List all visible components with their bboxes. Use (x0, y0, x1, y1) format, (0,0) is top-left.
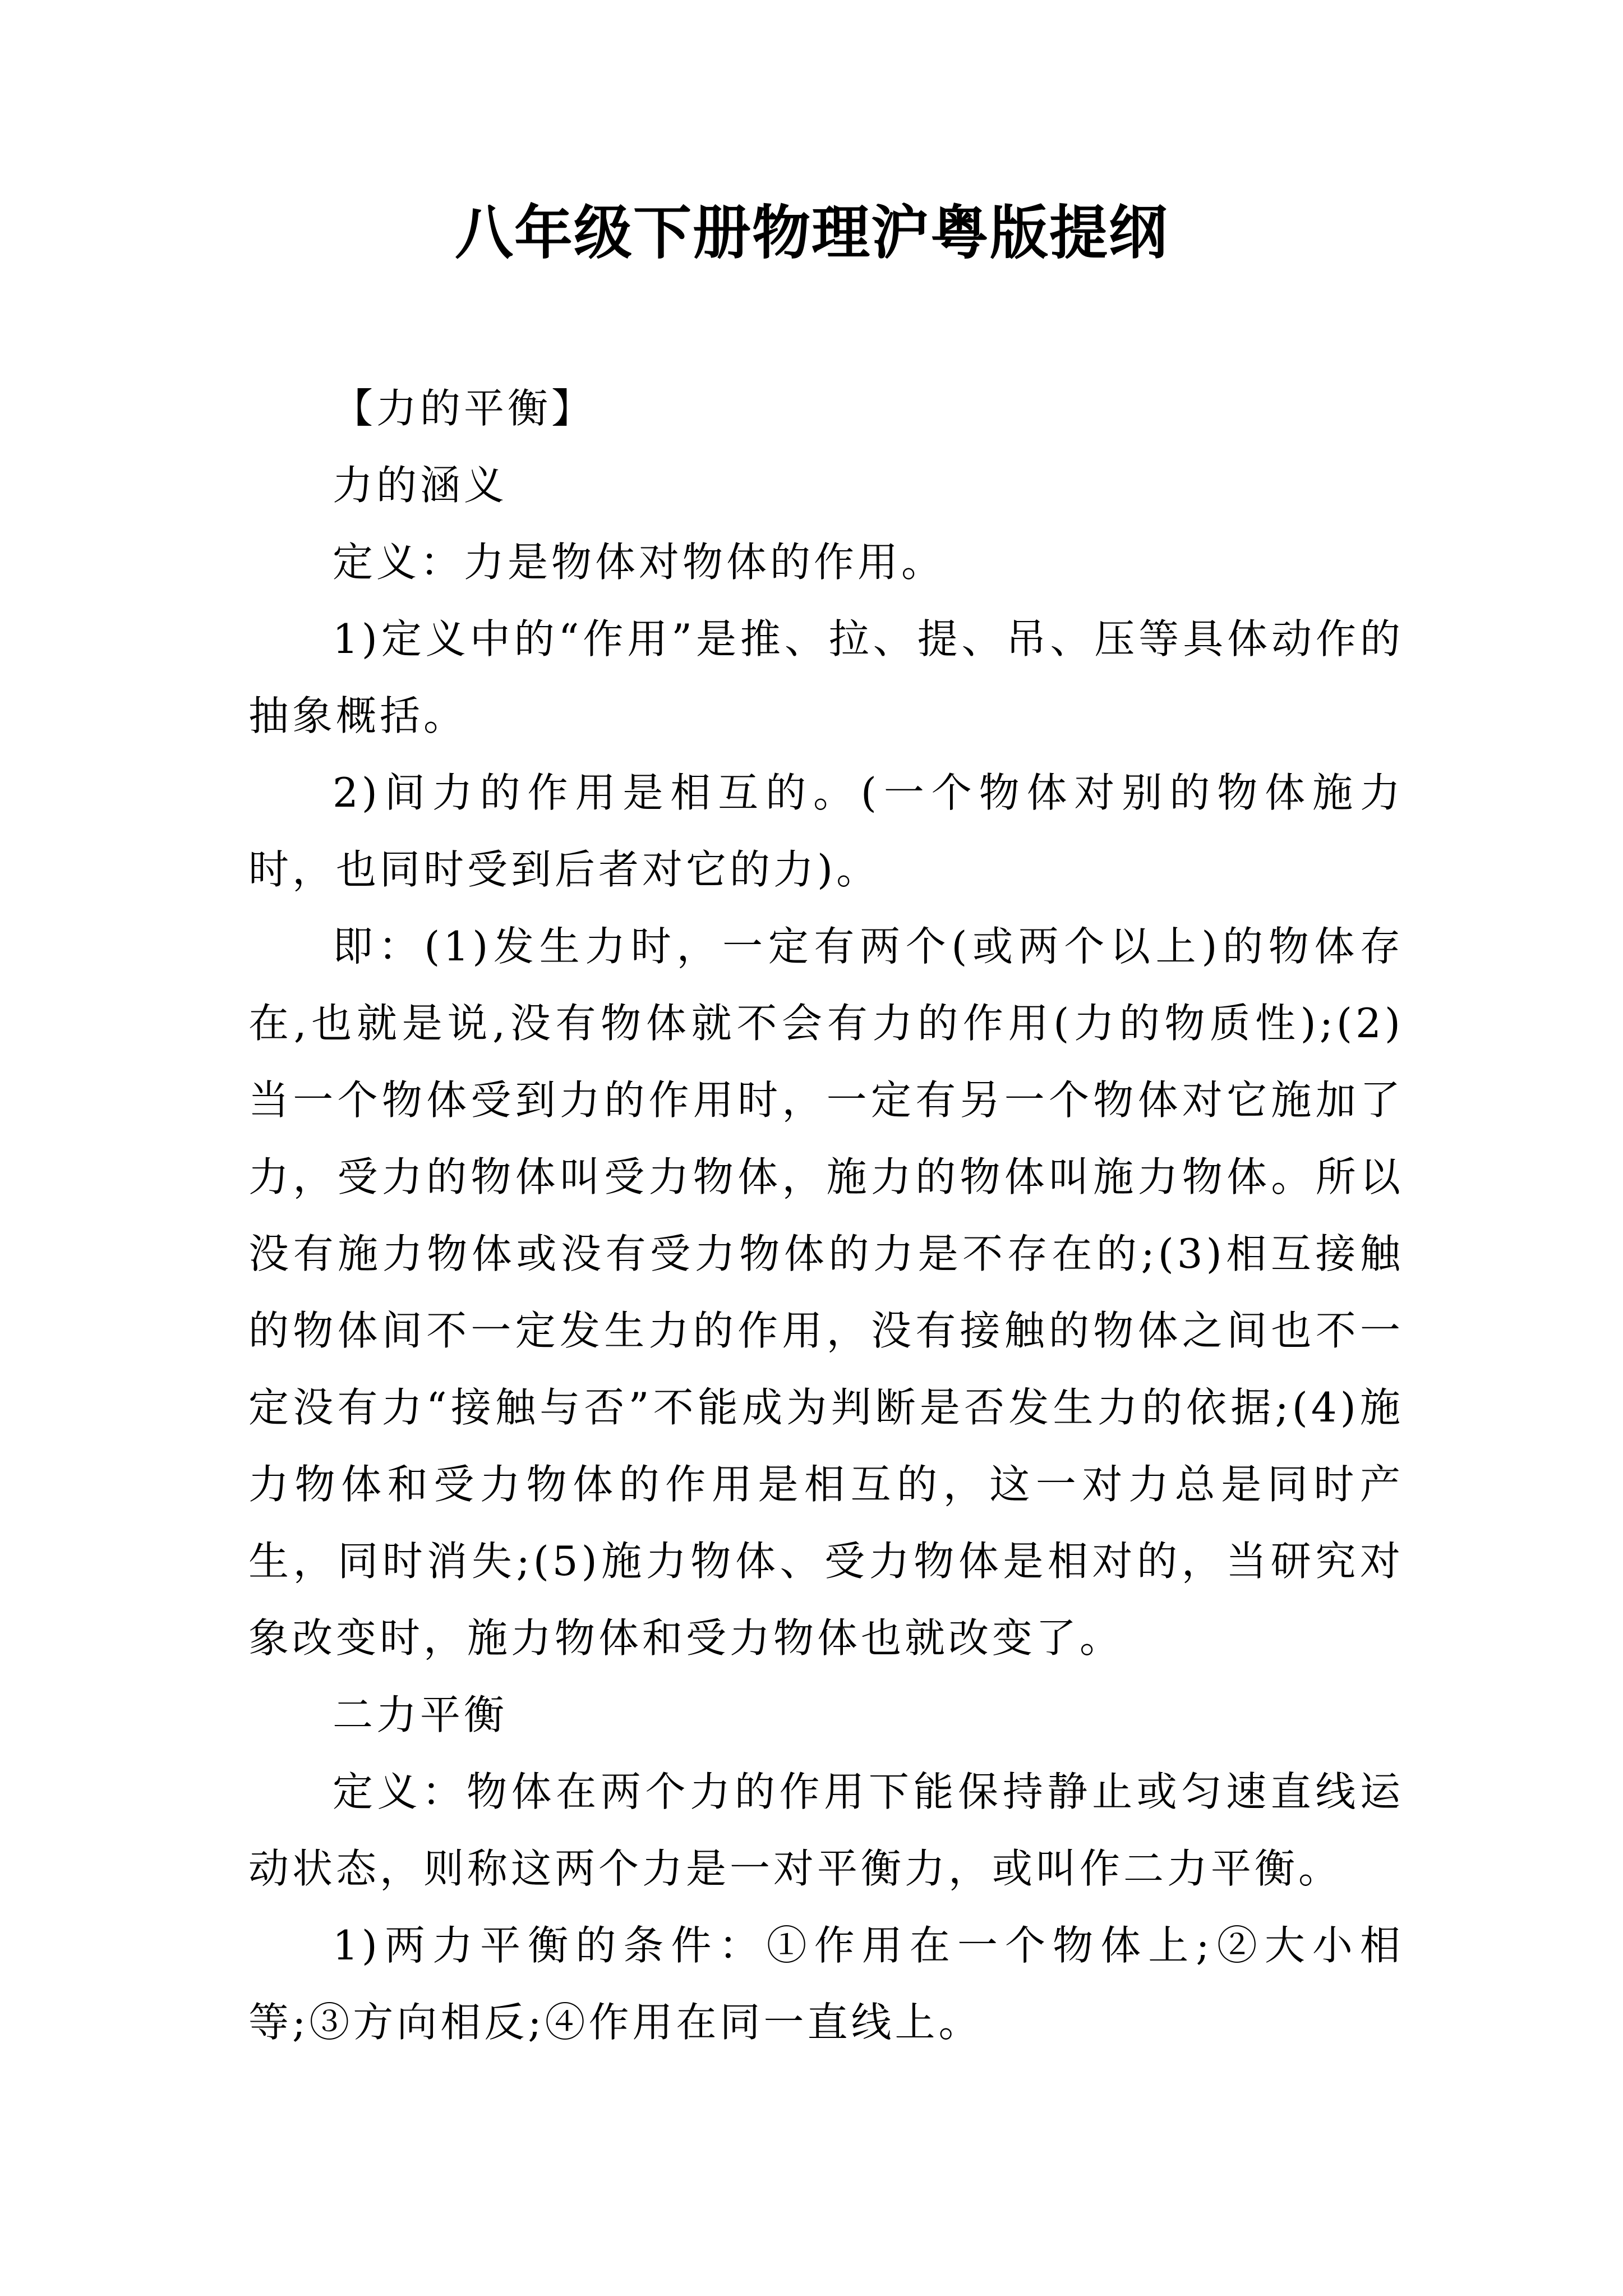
paragraph-point-1: 1)定义中的“作用”是推、拉、提、吊、压等具体动作的抽象概括。 (248, 615, 1404, 739)
subheading-two-force-balance: 二力平衡 (333, 1691, 508, 1738)
document-body (248, 370, 1404, 2061)
paragraph-balance-conditions: 1)两力平衡的条件：①作用在一个物体上;②大小相等;③方向相反;④作用在同一直线上。 (248, 1922, 1404, 2046)
paragraph-force-definition: 定义：力是物体对物体的作用。 (333, 539, 946, 586)
paragraph-point-2: 2)间力的作用是相互的。(一个物体对别的物体施力时，也同时受到后者对它的力)。 (248, 769, 1404, 893)
subheading-force-meaning: 力的涵义 (333, 462, 508, 509)
paragraph-balance-definition: 定义：物体在两个力的作用下能保持静止或匀速直线运动状态，则称这两个力是一对平衡力，或叫作二力平衡。 (248, 1768, 1404, 1892)
paragraph-explanation: 即：(1)发生力时，一定有两个(或两个以上)的物体存在,也就是说,没有物体就不会有力的作用(力的物质性);(2)当一个物体受到力的作用时，一定有另一个物体对它施加了力，受力的物体叫受力物体，施力的物体叫施力物体。所以没有施力物体或没有受力物体的力是不存在的;(3)相互接触的物体间不一定发生力的作用，没有接触的物体之间也不一定没有力“接触与否”不能成为判断是否发生力的依据;(4)施力物体和受力物体的作用是相互的，这一对力总是同时产生，同时消失;(5)施力物体、受力物体是相对的，当研究对象改变时，施力物体和受力物体也就改变了。 (248, 923, 1404, 1662)
section-heading-force-balance: 【力的平衡】 (333, 385, 596, 432)
document-title: 八年级下册物理沪粤版提纲 (454, 198, 1168, 267)
